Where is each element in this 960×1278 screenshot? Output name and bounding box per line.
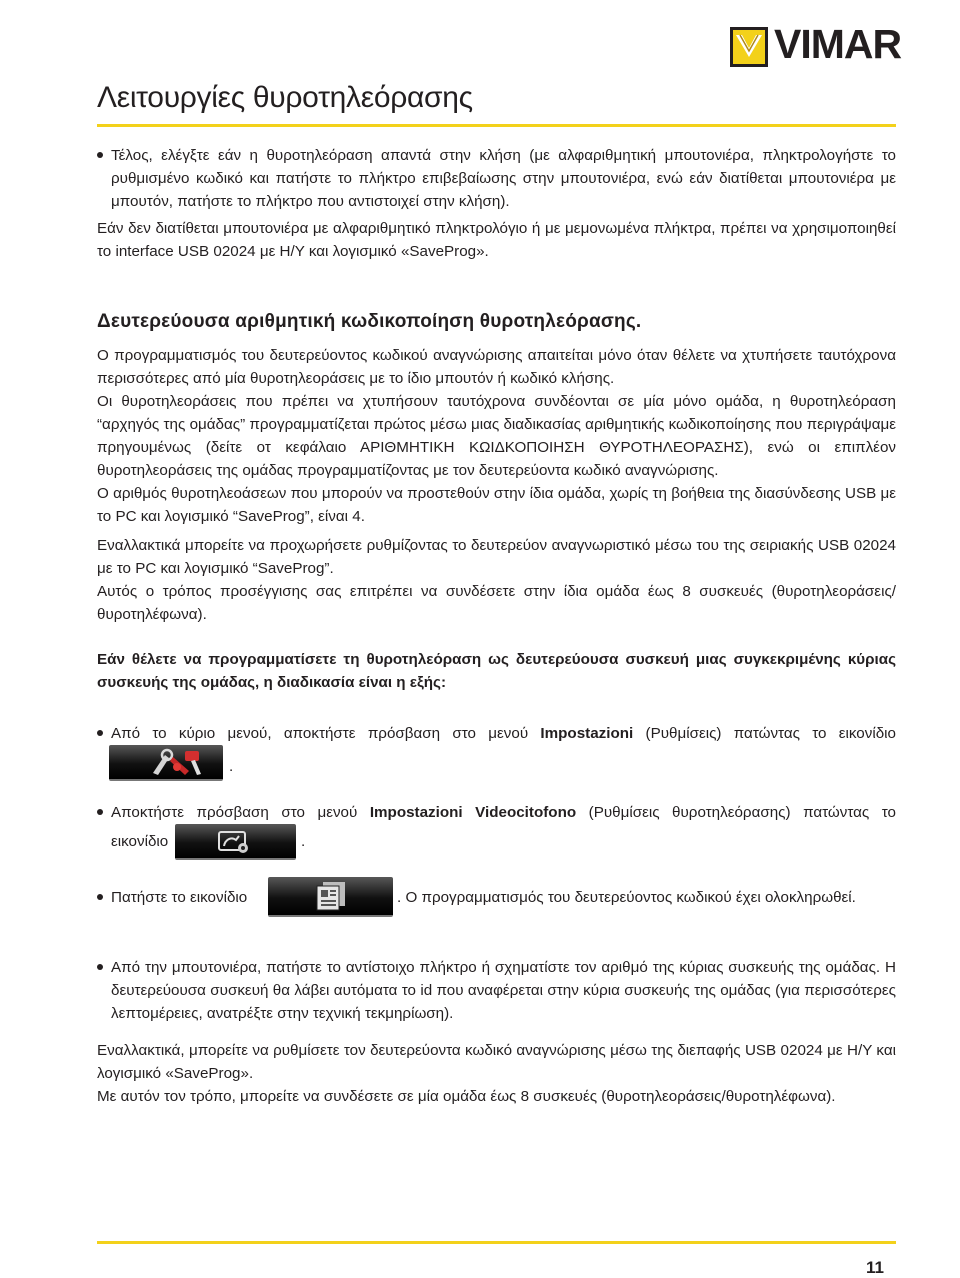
bullet-text: Αποκτήστε πρόσβαση στο μενού Impostazioni Videocitofono (Ρυθμίσεις θυροτηλεόρασης) πατώντας το (111, 804, 896, 821)
closing-paragraph: Εναλλακτικά, μπορείτε να ρυθμίσετε τον δευτερεύοντα κωδικό αναγνώρισης μέσω της διεπαφής USB 02024 με Η/Υ και λογισμικό «SaveProg». (97, 1042, 896, 1082)
bullet-text: Τέλος, ελέγξτε εάν η θυροτηλεόραση απαντά στην κλήση (με αλφαριθμητική μπουτονιέρα, πληκτρολογήστε το ρυθμισμένο κωδικό και πατήστε το πλήκτρο επιβεβαίωσης στην μπουτονιέρα, ενώ εάν διατίθεται μπουτονιέρα με μπουτόν, πατήστε το πλήκτρο που αντιστοιχεί στην κλήση). (111, 147, 896, 210)
page-title: Λειτουργίες θυροτηλεόρασης (97, 81, 473, 114)
list-item (97, 886, 267, 909)
bullet-text: Πατήστε το εικονίδιο (111, 889, 248, 906)
settings-button[interactable] (109, 745, 223, 781)
bullet-dot-icon (97, 964, 103, 970)
list-item (97, 956, 896, 1025)
title-divider (97, 124, 896, 127)
bullet-dot-icon (97, 152, 103, 158)
bullet-dot-icon (97, 894, 103, 900)
step3-text: . Ο προγραμματισμός του δευτερεύοντος κωδικού έχει ολοκληρωθεί. (397, 889, 856, 906)
vimar-logo (730, 21, 902, 67)
section-paragraph: Εναλλακτικά μπορείτε να προχωρήσετε ρυθμίζοντας το δευτερεύον αναγνωριστικό μέσω του της σειριακής USB 02024 με το PC και λογισμικό “SaveProg”. (97, 537, 896, 577)
menu-name-impostazioni: Impostazioni (540, 725, 634, 742)
bullet-text: Από την μπουτονιέρα, πατήστε το αντίστοιχο πλήκτρο ή σχηματίστε τον αριθμό της κύριας συσκευής της ομάδας. Η δευτερεύουσα συσκευή θα λάβει αυτόματα το id που αναφέρεται στην κύρια συσκευής της ομάδας (για περισσότερες λεπτομέρειες, ανατρέξτε στην τεχνική τεκμηρίωση). (111, 959, 896, 1022)
videophone-settings-button[interactable] (175, 824, 296, 860)
list-item (97, 801, 896, 824)
settings-tools-icon (145, 747, 215, 777)
secondary-code-icon (311, 880, 351, 912)
section-paragraph: Οι θυροτηλεοράσεις που πρέπει να χτυπήσουν ταυτόχρονα συνδέονται σε μία μόνο ομάδα, η θυροτηλεόραση “αρχηγός της ομάδας” προγραμματίζεται πρώτος μέσω μιας διαδικασίας αριθμητικής κωδικοποίησης που περιγράψαμε πρηγουμένως (δείτε οτ κεφάλαιο ΑΡΙΘΜΗΤΙΚΗ ΚΩΙΔΚΟΠΟΙΗΣΗ ΘΥΡΟΤΗΛΕΟΡΑΣΗΣ), ενώ οι επιπλέον θυροτηλεοράσεις της ομάδας προγραμματίζοντας με τον δευτερεύοντα κωδικό αναγνώρισης. (97, 393, 896, 479)
section-paragraph: Αυτός ο τρόπος προσέγγισης σας επιτρέπει να συνδέσετε στην ίδια ομάδα έως 8 συσκευές (θυροτηλεοράσεις/θυροτηλέφωνα). (97, 583, 896, 623)
menu-name-impostazioni-videocitofono: Impostazioni Videocitofono (369, 804, 577, 821)
procedure-intro: Εάν θέλετε να προγραμματίσετε τη θυροτηλεόραση ως δευτερεύουσα συσκευή μιας συγκεκριμένης κύριας συσκευής της ομάδας, η διαδικασία είναι η εξής: (97, 651, 896, 691)
step2-word: εικονίδιο (111, 833, 169, 850)
secondary-code-button[interactable] (268, 877, 393, 917)
list-item (97, 722, 896, 745)
list-item (97, 144, 896, 213)
section-heading: Δευτερεύουσα αριθμητική κωδικοποίηση θυροτηλεόρασης. (97, 311, 642, 332)
brand-name: VIMAR (774, 21, 902, 67)
closing-paragraph: Με αυτόν τον τρόπο, μπορείτε να συνδέσετε σε μία ομάδα έως 8 συσκευές (θυροτηλεοράσεις/θυροτηλέφωνα). (97, 1088, 836, 1105)
section-paragraph: Ο αριθμός θυροτηλεοάσεων που μπορούν να προστεθούν στην ίδια ομάδα, χωρίς τη βοήθεια της διασύνδεσης USB με το PC και λογισμικό “SaveProg”, είναι 4. (97, 485, 896, 525)
intro-paragraph: Εάν δεν διατίθεται μπουτονιέρα με αλφαριθμητικό πληκτρολόγιο ή με μεμονωμένα πλήκτρα, πρέπει να χρησιμοποιηθεί το interface USB 02024 με Η/Υ και λογισμικό «SaveProg». (97, 220, 896, 260)
bullet-dot-icon (97, 730, 103, 736)
step1-end: . (229, 758, 234, 775)
vimar-logo-mark-icon (730, 27, 768, 67)
page-number: 11 (866, 1258, 884, 1277)
videophone-settings-icon (215, 826, 255, 856)
footer-divider (97, 1241, 896, 1244)
bullet-dot-icon (97, 809, 103, 815)
step2-end: . (301, 833, 306, 850)
section-paragraph: Ο προγραμματισμός του δευτερεύοντος κωδικού αναγνώρισης απαιτείται μόνο όταν θέλετε να χτυπήσετε ταυτόχρονα περισσότερες από μία θυροτηλεοράσεις με το ίδιο μπουτόν ή κωδικό κλήσης. (97, 347, 896, 387)
bullet-text: Από το κύριο μενού, αποκτήστε πρόσβαση στο μενού Impostazioni (Ρυθμίσεις) πατώντας το εικονίδιο (111, 725, 896, 742)
